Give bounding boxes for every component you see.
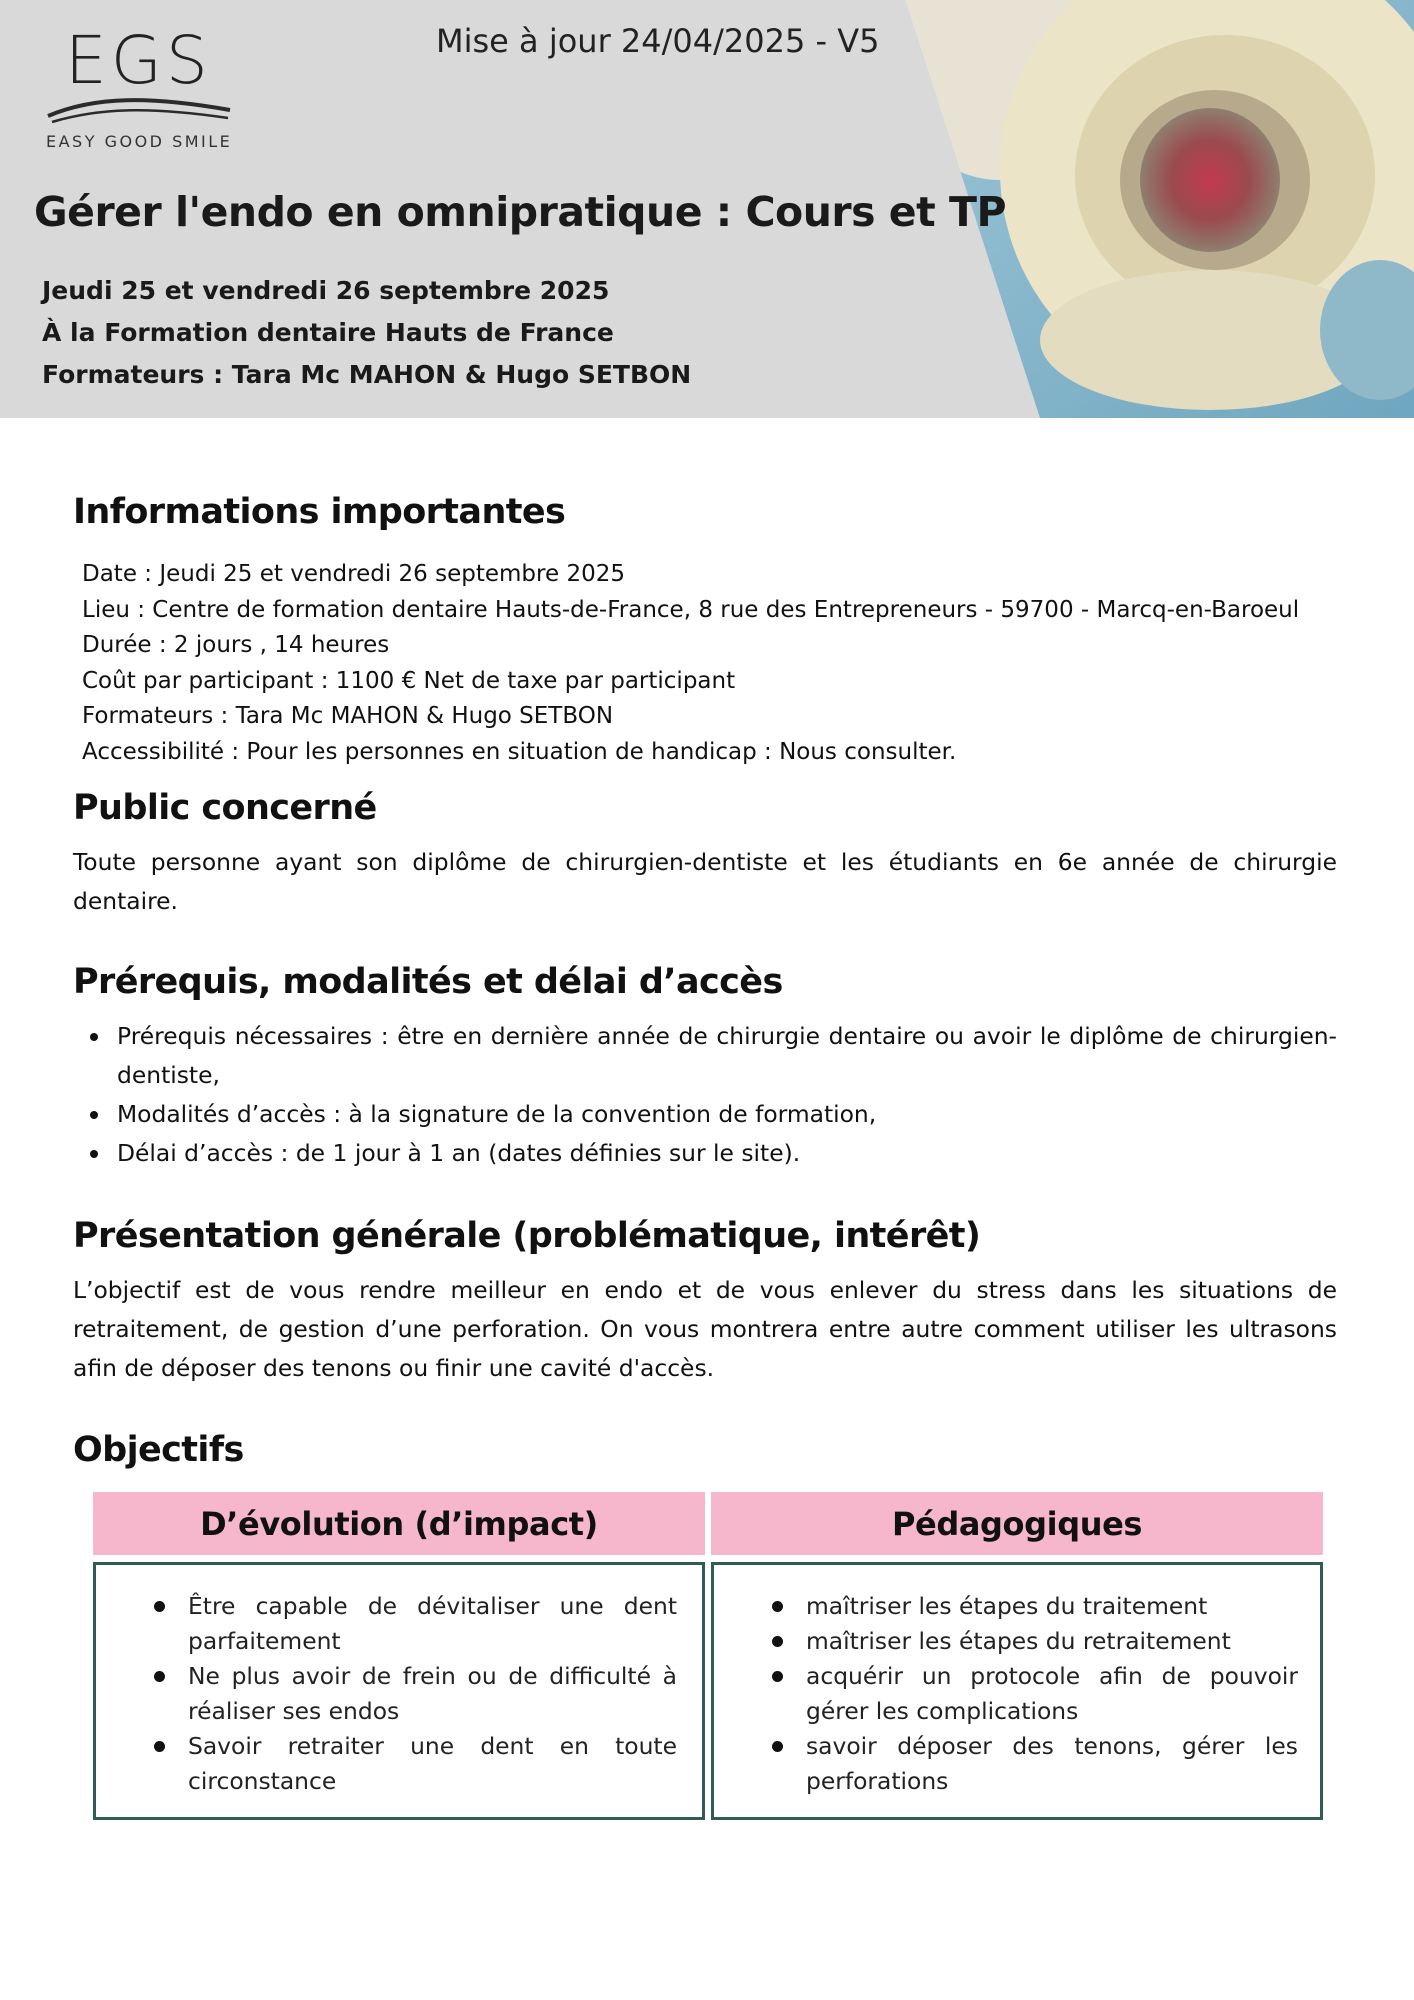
info-date: Date : Jeudi 25 et vendredi 26 septembre 2025: [82, 561, 625, 587]
header-location: À la Formation dentaire Hauts de France: [42, 318, 614, 347]
list-item: Modalités d’accès : à la signature de la convention de formation,: [73, 1095, 1337, 1134]
logo-letters: EGS: [65, 22, 212, 99]
objectifs-pedagogiques-header: Pédagogiques: [711, 1492, 1323, 1555]
info-cost: Coût par participant : 1100 € Net de taxe par participant: [82, 667, 736, 694]
info-trainers: Formateurs : Tara Mc MAHON & Hugo SETBON: [82, 703, 614, 729]
list-item: Prérequis nécessaires : être en dernière année de chirurgie dentaire ou avoir le diplôme de chirurgien-dentiste,: [73, 1017, 1337, 1095]
info-list: [82, 557, 1352, 770]
course-title: Gérer l'endo en omnipratique : Cours et TP: [34, 188, 1006, 236]
info-heading: Informations importantes: [73, 492, 566, 532]
objectifs-impact-list: [142, 1589, 677, 1799]
list-item: Ne plus avoir de frein ou de difficulté à réaliser ses endos: [142, 1659, 677, 1729]
header-banner: [0, 0, 1414, 418]
logo-wave-icon: [40, 92, 240, 126]
objectifs-impact-cell: [93, 1562, 705, 1820]
list-item: Savoir retraiter une dent en toute circonstance: [142, 1729, 677, 1799]
prerequis-heading: Prérequis, modalités et délai d’accès: [73, 962, 783, 1002]
objectifs-heading: Objectifs: [73, 1430, 244, 1470]
list-item: Délai d’accès : de 1 jour à 1 an (dates définies sur le site).: [73, 1134, 1337, 1173]
logo-tagline: EASY GOOD SMILE: [46, 132, 233, 151]
info-duration: Durée : 2 jours , 14 heures: [82, 632, 390, 658]
list-item: maîtriser les étapes du traitement: [760, 1589, 1298, 1624]
presentation-text: L’objectif est de vous rendre meilleur en endo et de vous enlever du stress dans les situations de retraitement, de gestion d’une perforation. On vous montrera entre autre comment utiliser les ultrasons afin de déposer des tenons ou finir une cavité d'accès.: [73, 1276, 1337, 1382]
egs-logo: [40, 22, 245, 157]
objectifs-impact-header: D’évolution (d’impact): [93, 1492, 705, 1555]
presentation-heading: Présentation générale (problématique, intérêt): [73, 1216, 981, 1256]
list-item: savoir déposer des tenons, gérer les perforations: [760, 1729, 1298, 1799]
objectifs-pedagogiques-cell: [711, 1562, 1323, 1820]
prerequis-list: [73, 1017, 1337, 1173]
header-dates: Jeudi 25 et vendredi 26 septembre 2025: [42, 276, 610, 305]
info-location: Lieu : Centre de formation dentaire Hauts-de-France, 8 rue des Entrepreneurs - 59700 - Marcq-en-Baroeul: [82, 596, 1300, 623]
info-accessibility: Accessibilité : Pour les personnes en situation de handicap : Nous consulter.: [82, 738, 957, 765]
header-trainers: Formateurs : Tara Mc MAHON & Hugo SETBON: [42, 360, 692, 389]
objectifs-pedagogiques-list: [760, 1589, 1298, 1799]
public-heading: Public concerné: [73, 788, 377, 828]
list-item: acquérir un protocole afin de pouvoir gérer les complications: [760, 1659, 1298, 1729]
update-version: Mise à jour 24/04/2025 - V5: [436, 22, 880, 60]
list-item: Être capable de dévitaliser une dent parfaitement: [142, 1589, 677, 1659]
list-item: maîtriser les étapes du retraitement: [760, 1624, 1298, 1659]
public-text: Toute personne ayant son diplôme de chirurgien-dentiste et les étudiants en 6e année de chirurgie dentaire.: [73, 848, 1337, 915]
